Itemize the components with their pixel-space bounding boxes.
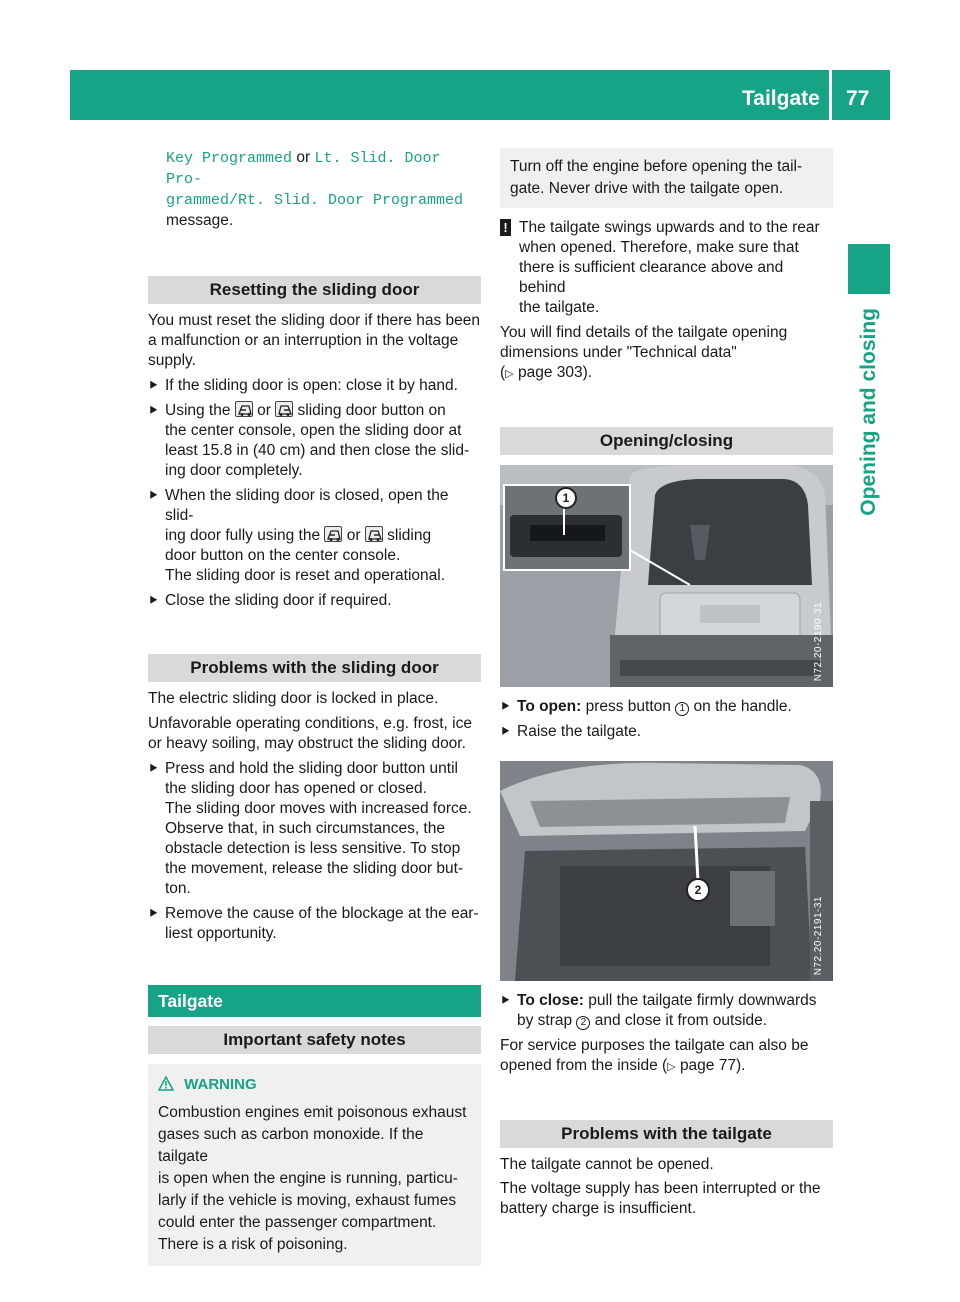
problems-text [148, 714, 481, 754]
reference-arrow-icon: ▷ [667, 1061, 676, 1073]
message-key-programmed: Key Programmed [166, 150, 293, 167]
arrow-right-icon: ⯈ [148, 488, 159, 503]
warning-box [148, 1064, 481, 1266]
or-text: or [346, 527, 361, 544]
step-text: the movement, release the sliding door but‐ [165, 860, 464, 877]
note-box [500, 148, 833, 208]
step-text: obstacle detection is less sensitive. To stop [165, 840, 461, 857]
reset-intro [148, 311, 481, 371]
attention-text: the tailgate. [519, 299, 600, 316]
text-fragment: ing door fully using the [165, 527, 321, 544]
step-text [165, 526, 481, 546]
sliding-door-left-icon [324, 526, 342, 542]
warning-text: could enter the passenger compartment. [158, 1214, 437, 1231]
open-step [500, 697, 833, 717]
problems-text: The electric sliding door is locked in place. [148, 690, 439, 707]
text-line: You must reset the sliding door if there has been [148, 312, 481, 329]
step-text [517, 697, 833, 717]
reset-step-2 [148, 401, 481, 481]
service-text [500, 1036, 833, 1077]
raise-step [500, 722, 833, 742]
text-line: supply. [148, 352, 196, 369]
text-line: battery charge is insufficient. [500, 1200, 697, 1217]
text-line: a malfunction or an interruption in the voltage [148, 332, 459, 349]
arrow-right-icon: ⯈ [500, 699, 511, 714]
text-fragment: page 303). [517, 364, 593, 381]
page-reference[interactable] [500, 363, 833, 384]
step-text: Raise the tailgate. [517, 723, 642, 740]
step-text: ing door completely. [165, 462, 303, 479]
tailgate-rear-illustration [500, 465, 833, 687]
warning-heading [158, 1074, 473, 1098]
attention-text: when opened. Therefore, make sure that [519, 239, 799, 256]
callout-1: 1 [555, 487, 577, 509]
step-text: The sliding door is reset and operational. [165, 567, 446, 584]
text-line: The tailgate cannot be opened. [500, 1156, 714, 1173]
step-text: Observe that, in such circumstances, the [165, 820, 445, 837]
text-line: or heavy soiling, may obstruct the sliding door. [148, 735, 466, 752]
section-heading-problems-sliding: Problems with the sliding door [148, 654, 481, 682]
arrow-right-icon: ⯈ [148, 593, 159, 608]
section-heading-opening: Opening/closing [500, 427, 833, 455]
text-line: The voltage supply has been interrupted or the [500, 1180, 821, 1197]
text-fragment: sliding [387, 527, 432, 544]
close-step [500, 991, 833, 1031]
warning-text: There is a risk of poisoning. [158, 1236, 348, 1253]
left-column [148, 148, 481, 1266]
text-line: For service purposes the tailgate can also be [500, 1037, 809, 1054]
warning-text: gases such as carbon monoxide. If the tailgate [158, 1126, 424, 1165]
step-label: To open: [517, 698, 582, 715]
page-title: Tailgate [742, 87, 820, 110]
main-heading-tailgate: Tailgate [148, 985, 481, 1017]
step-text: least 15.8 in (40 cm) and then close the slid‐ [165, 442, 470, 459]
reset-step-3 [148, 486, 481, 586]
tailgate-open-figure [500, 761, 833, 981]
tailgate-handle-figure [500, 465, 833, 687]
step-text: ton. [165, 880, 191, 897]
right-column [500, 148, 833, 1224]
step-text: If the sliding door is open: close it by hand. [165, 377, 458, 394]
details-text [500, 323, 833, 384]
text-line: dimensions under "Technical data" [500, 344, 737, 361]
or-text: or [257, 402, 271, 419]
tailgate-problems-text [500, 1155, 833, 1219]
step-text: the sliding door has opened or closed. [165, 780, 427, 797]
arrow-right-icon: ⯈ [148, 906, 159, 921]
text-line: You will find details of the tailgate opening [500, 324, 788, 341]
warning-text: Combustion engines emit poisonous exhaust [158, 1104, 467, 1121]
attention-text: The tailgate swings upwards and to the rear [519, 219, 820, 236]
sliding-door-right-icon [275, 401, 293, 417]
chapter-label: Opening and closing [857, 308, 880, 516]
note-text: Turn off the engine before opening the tail‐ [510, 158, 803, 175]
reset-step-4 [148, 591, 481, 611]
attention-icon: ! [500, 219, 511, 236]
page-number: 77 [846, 87, 870, 110]
problems-step-2 [148, 904, 481, 944]
arrow-right-icon: ⯈ [148, 761, 159, 776]
reference-arrow-icon: ▷ [505, 368, 514, 380]
message-door-programmed-1: Lt. Slid. Door Pro‐ [166, 150, 441, 188]
warning-label: WARNING [184, 1076, 257, 1093]
text-fragment: and close it from outside. [594, 1012, 768, 1029]
attention-text: there is sufficient clearance above and behind [519, 259, 784, 296]
text-fragment: sliding door button on [297, 402, 446, 419]
problems-step-1 [148, 759, 481, 899]
intro-message [148, 148, 481, 231]
or-text: or [296, 149, 311, 166]
message-door-programmed-2: grammed/Rt. Slid. Door Programmed [166, 192, 464, 209]
step-text: Press and hold the sliding door button until [165, 760, 458, 777]
text-line: Unfavorable operating conditions, e.g. frost, ice [148, 715, 472, 732]
section-heading-safety: Important safety notes [148, 1026, 481, 1054]
step-text: liest opportunity. [165, 925, 277, 942]
text-fragment: page 77). [679, 1057, 746, 1074]
step-label: To close: [517, 992, 584, 1009]
step-text: When the sliding door is closed, open the slid‐ [165, 487, 449, 524]
text-fragment: Using the [165, 402, 231, 419]
text-fragment: press button [585, 698, 671, 715]
step-text [517, 1011, 833, 1031]
arrow-right-icon: ⯈ [500, 993, 511, 1008]
arrow-right-icon: ⯈ [148, 378, 159, 393]
text-fragment: on the handle. [693, 698, 792, 715]
text-fragment: ( [500, 364, 506, 381]
arrow-right-icon: ⯈ [500, 724, 511, 739]
page-reference[interactable] [500, 1056, 833, 1077]
text-fragment: by strap [517, 1012, 573, 1029]
warning-text: is open when the engine is running, particu‐ [158, 1170, 458, 1187]
step-text: Close the sliding door if required. [165, 592, 392, 609]
warning-triangle-icon [158, 1076, 174, 1098]
text-fragment: pull the tailgate firmly downwards [588, 992, 817, 1009]
section-heading-problems-tailgate: Problems with the tailgate [500, 1120, 833, 1148]
tailgate-open-illustration [500, 761, 833, 981]
callout-number-2: 2 [576, 1016, 590, 1030]
reset-step-1 [148, 376, 481, 396]
arrow-right-icon: ⯈ [148, 403, 159, 418]
intro-tail: message. [166, 212, 234, 229]
side-tab-marker [848, 244, 890, 294]
callout-number-1: 1 [675, 702, 689, 716]
step-text: door button on the center console. [165, 547, 401, 564]
warning-text: larly if the vehicle is moving, exhaust fumes [158, 1192, 457, 1209]
text-fragment: opened from the inside ( [500, 1057, 668, 1074]
figure-code: N72.20-2191-31 [813, 895, 824, 975]
sliding-door-right-icon [365, 526, 383, 542]
sliding-door-left-icon [235, 401, 253, 417]
callout-2: 2 [686, 878, 710, 902]
step-text [165, 401, 481, 421]
note-text: gate. Never drive with the tailgate open. [510, 180, 784, 197]
section-heading-resetting: Resetting the sliding door [148, 276, 481, 304]
header-divider [829, 70, 832, 120]
step-text [517, 991, 833, 1011]
attention-note [500, 218, 833, 318]
step-text: The sliding door moves with increased force. [165, 800, 472, 817]
step-text: Remove the cause of the blockage at the ear‐ [165, 905, 479, 922]
step-text: the center console, open the sliding door at [165, 422, 462, 439]
figure-code: N72.20-2190-31 [813, 601, 824, 681]
